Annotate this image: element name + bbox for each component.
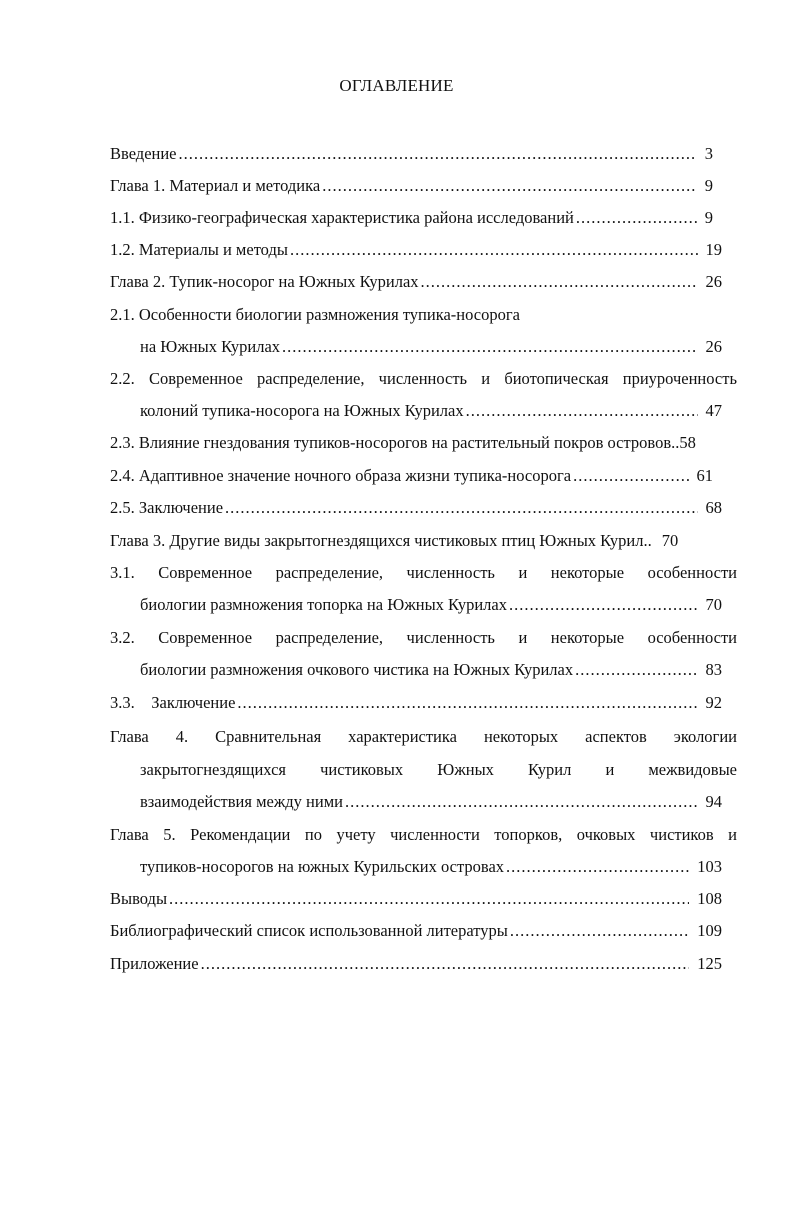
- dot-leader: [509, 594, 698, 616]
- toc-entry-chapter-1: [110, 175, 713, 197]
- toc-entry-label: Глава 1. Материал и методика: [110, 176, 321, 195]
- toc-entry-page: 94: [705, 792, 722, 811]
- toc-entry-3-1-line1: 3.1. Современное распределение, численность и некоторые особенности: [110, 563, 737, 582]
- page-title: ОГЛАВЛЕНИЕ: [339, 76, 454, 95]
- toc-entry-3-2-line1: 3.2. Современное распределение, численность и некоторые особенности: [110, 628, 737, 647]
- toc-entry-chapter-5: [140, 856, 722, 878]
- toc-entry-page: 61: [696, 466, 713, 485]
- dot-leader: [322, 175, 697, 197]
- toc-entry-label: Приложение: [110, 954, 199, 973]
- toc-entry-2-5: [110, 497, 722, 519]
- dot-leader: [201, 953, 690, 975]
- toc-entry-1-2: [110, 239, 722, 261]
- toc-entry-2-3: 2.3. Влияние гнездования тупиков-носорогов на растительный покров островов..58: [110, 433, 696, 452]
- toc-entry-label: 2.5. Заключение: [110, 498, 224, 517]
- toc-entry-label: 1.1. Физико-географическая характеристика района исследований: [110, 208, 574, 227]
- toc-entry-conclusions: [110, 888, 722, 910]
- toc-entry-page: 83: [705, 660, 722, 679]
- toc-entry-page: 47: [705, 401, 722, 420]
- toc-entry-chapter-4-line1: Глава 4. Сравнительная характеристика некоторых аспектов экологии: [110, 727, 737, 746]
- toc-entry-page: 108: [697, 889, 722, 908]
- toc-entry-bibliography: [110, 920, 722, 942]
- toc-entry-page: 125: [697, 954, 722, 973]
- toc-entry-appendix: [110, 953, 722, 975]
- toc-entry-label: 2.4. Адаптивное значение ночного образа жизни тупика-носорога: [110, 466, 572, 485]
- toc-entry-label: биологии размножения очкового чистика на Южных Курилах: [140, 660, 574, 679]
- dot-leader: [466, 400, 698, 422]
- dot-leader: [506, 856, 689, 878]
- toc-entry-label: Библиографический список использованной литературы: [110, 921, 508, 940]
- toc-entry-2-1-line1: 2.1. Особенности биологии размножения тупика-носорога: [110, 305, 520, 324]
- toc-entry-page: 70: [661, 531, 679, 550]
- dot-leader: [169, 888, 689, 910]
- toc-entry-page: 3: [704, 144, 713, 163]
- dot-leader: [179, 143, 697, 165]
- dot-leader: [290, 239, 698, 261]
- toc-entry-label: Выводы: [110, 889, 168, 908]
- dot-leader: [345, 791, 698, 813]
- toc-entry-page: 19: [705, 240, 722, 259]
- toc-entry-page: 109: [697, 921, 722, 940]
- toc-entry-label: Глава 2. Тупик-носорог на Южных Курилах: [110, 272, 419, 291]
- toc-entry-page: 26: [705, 337, 722, 356]
- toc-entry-label: колоний тупика-носорога на Южных Курилах: [140, 401, 464, 420]
- toc-entry-3-1: [140, 594, 722, 616]
- dot-leader: [282, 336, 697, 358]
- toc-entry-chapter-4: [140, 791, 722, 813]
- toc-entry-chapter-5-line1: Глава 5. Рекомендации по учету численности топорков, очковых чистиков и: [110, 825, 737, 844]
- toc-entry-page: 68: [705, 498, 722, 517]
- toc-entry-label: тупиков-носорогов на южных Курильских островах: [140, 857, 505, 876]
- toc-entry-3-3: [110, 692, 722, 714]
- toc-entry-label: на Южных Курилах: [140, 337, 281, 356]
- toc-entry-page: 26: [705, 272, 722, 291]
- toc-entry-label: 1.2. Материалы и методы: [110, 240, 288, 259]
- dot-leader: [421, 271, 698, 293]
- toc-entry-page: 9: [704, 176, 713, 195]
- toc-entry-label: взаимодействия между ними: [140, 792, 343, 811]
- toc-entry-label: Глава 3. Другие виды закрытогнездящихся чистиковых птиц Южных Курил..: [110, 531, 652, 550]
- dot-leader: [576, 207, 697, 229]
- dot-leader: [225, 497, 697, 519]
- toc-entry-2-2: [140, 400, 722, 422]
- toc-entry-page: 9: [704, 208, 713, 227]
- toc-entry-page: 92: [705, 693, 722, 712]
- toc-entry-2-1: [140, 336, 722, 358]
- toc-entry-2-4: [110, 465, 713, 487]
- toc-entry-1-1: [110, 207, 713, 229]
- dot-leader: [237, 692, 697, 714]
- toc-entry-introduction: [110, 143, 713, 165]
- toc-entry-label: 3.3. Заключение: [110, 693, 236, 712]
- toc-entry-label: биологии размножения топорка на Южных Курилах: [140, 595, 507, 614]
- toc-entry-page: 103: [697, 857, 722, 876]
- dot-leader: [573, 465, 688, 487]
- toc-entry-chapter-2: [110, 271, 722, 293]
- toc-entry-label: Введение: [110, 144, 177, 163]
- toc-entry-3-2: [140, 659, 722, 681]
- toc-entry-chapter-3: [110, 530, 722, 552]
- toc-entry-2-2-line1: 2.2. Современное распределение, численность и биотопическая приуроченность: [110, 369, 737, 388]
- dot-leader: [575, 659, 697, 681]
- toc-entry-chapter-4-line2: закрытогнездящихся чистиковых Южных Курил и межвидовые: [140, 760, 737, 779]
- dot-leader: [510, 920, 689, 942]
- toc-entry-page: 70: [705, 595, 722, 614]
